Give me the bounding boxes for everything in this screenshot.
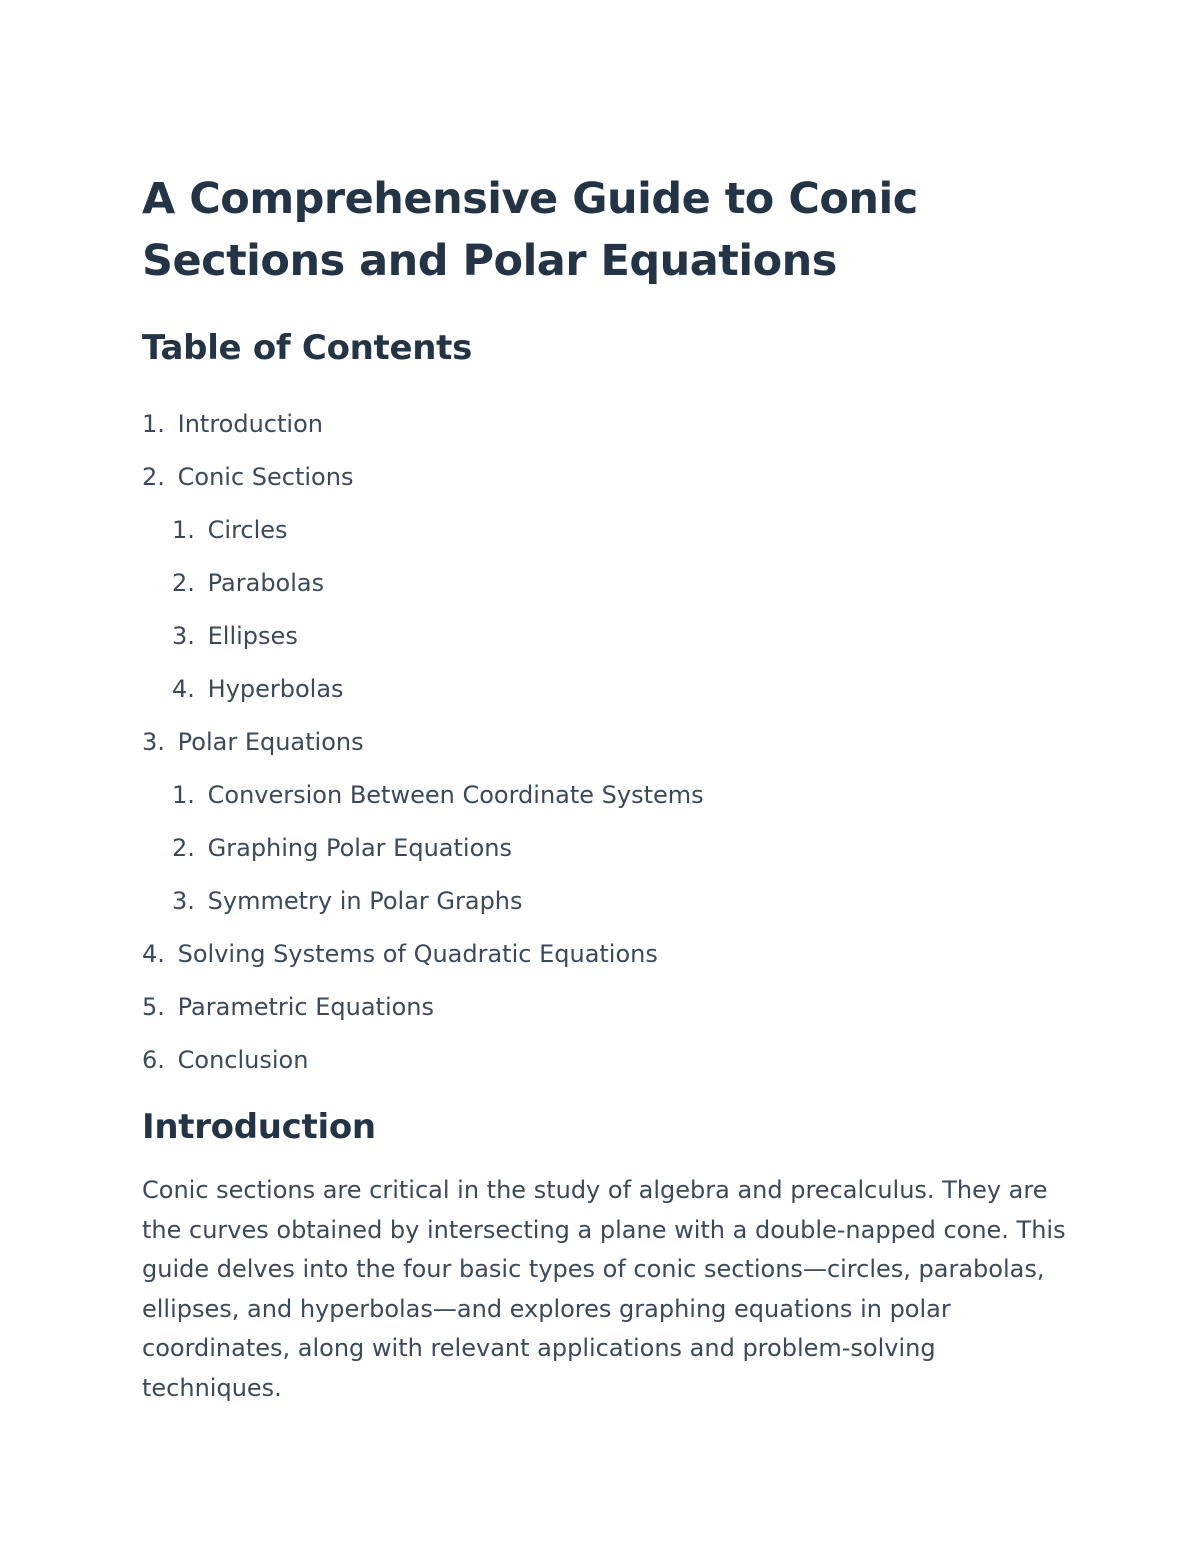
introduction-paragraph: Conic sections are critical in the study of algebra and precalculus. They are the curves obtained by intersecting a plane with a double-napped cone. This guide delves into the four basic types of conic sections—circles, parabolas, ellipses, and hyperbolas—and explores graphing equations in polar coordinates, along with relevant applications and problem-solving techniques. xyxy=(142,1176,1066,1402)
toc-number: 4. xyxy=(172,675,195,703)
toc-heading: Table of Contents xyxy=(142,328,473,368)
table-of-contents xyxy=(142,398,1072,1087)
toc-number: 4. xyxy=(142,940,165,968)
introduction-heading: Introduction xyxy=(142,1107,376,1147)
toc-item-circles[interactable] xyxy=(142,504,1072,557)
toc-label: Parabolas xyxy=(207,569,325,597)
toc-number: 1. xyxy=(142,410,165,438)
toc-item-graphing-polar[interactable] xyxy=(142,822,1072,875)
toc-item-conclusion[interactable] xyxy=(142,1034,1072,1087)
toc-item-parabolas[interactable] xyxy=(142,557,1072,610)
toc-number: 2. xyxy=(172,834,195,862)
toc-item-polar-equations[interactable] xyxy=(142,716,1072,769)
toc-item-conic-sections[interactable] xyxy=(142,451,1072,504)
toc-label: Solving Systems of Quadratic Equations xyxy=(177,940,658,968)
toc-label: Graphing Polar Equations xyxy=(207,834,512,862)
toc-item-introduction[interactable] xyxy=(142,398,1072,451)
toc-label: Circles xyxy=(207,516,288,544)
toc-item-hyperbolas[interactable] xyxy=(142,663,1072,716)
title-line-2: Sections and Polar Equations xyxy=(142,236,837,286)
toc-label: Polar Equations xyxy=(177,728,364,756)
toc-number: 2. xyxy=(172,569,195,597)
toc-label: Conclusion xyxy=(177,1046,309,1074)
toc-label: Introduction xyxy=(177,410,323,438)
toc-label: Hyperbolas xyxy=(207,675,344,703)
toc-number: 1. xyxy=(172,516,195,544)
toc-item-ellipses[interactable] xyxy=(142,610,1072,663)
toc-number: 1. xyxy=(172,781,195,809)
toc-number: 2. xyxy=(142,463,165,491)
toc-item-parametric[interactable] xyxy=(142,981,1072,1034)
toc-item-symmetry[interactable] xyxy=(142,875,1072,928)
title-line-1: A Comprehensive Guide to Conic xyxy=(142,174,918,224)
toc-number: 3. xyxy=(142,728,165,756)
toc-label: Conic Sections xyxy=(177,463,354,491)
toc-number: 5. xyxy=(142,993,165,1021)
toc-label: Parametric Equations xyxy=(177,993,435,1021)
toc-item-conversion[interactable] xyxy=(142,769,1072,822)
page-title xyxy=(142,168,1072,292)
toc-label: Conversion Between Coordinate Systems xyxy=(207,781,704,809)
toc-item-quadratic-systems[interactable] xyxy=(142,928,1072,981)
toc-label: Symmetry in Polar Graphs xyxy=(207,887,523,915)
toc-number: 3. xyxy=(172,622,195,650)
toc-number: 6. xyxy=(142,1046,165,1074)
toc-label: Ellipses xyxy=(207,622,298,650)
document-page xyxy=(142,168,1072,1409)
toc-number: 3. xyxy=(172,887,195,915)
